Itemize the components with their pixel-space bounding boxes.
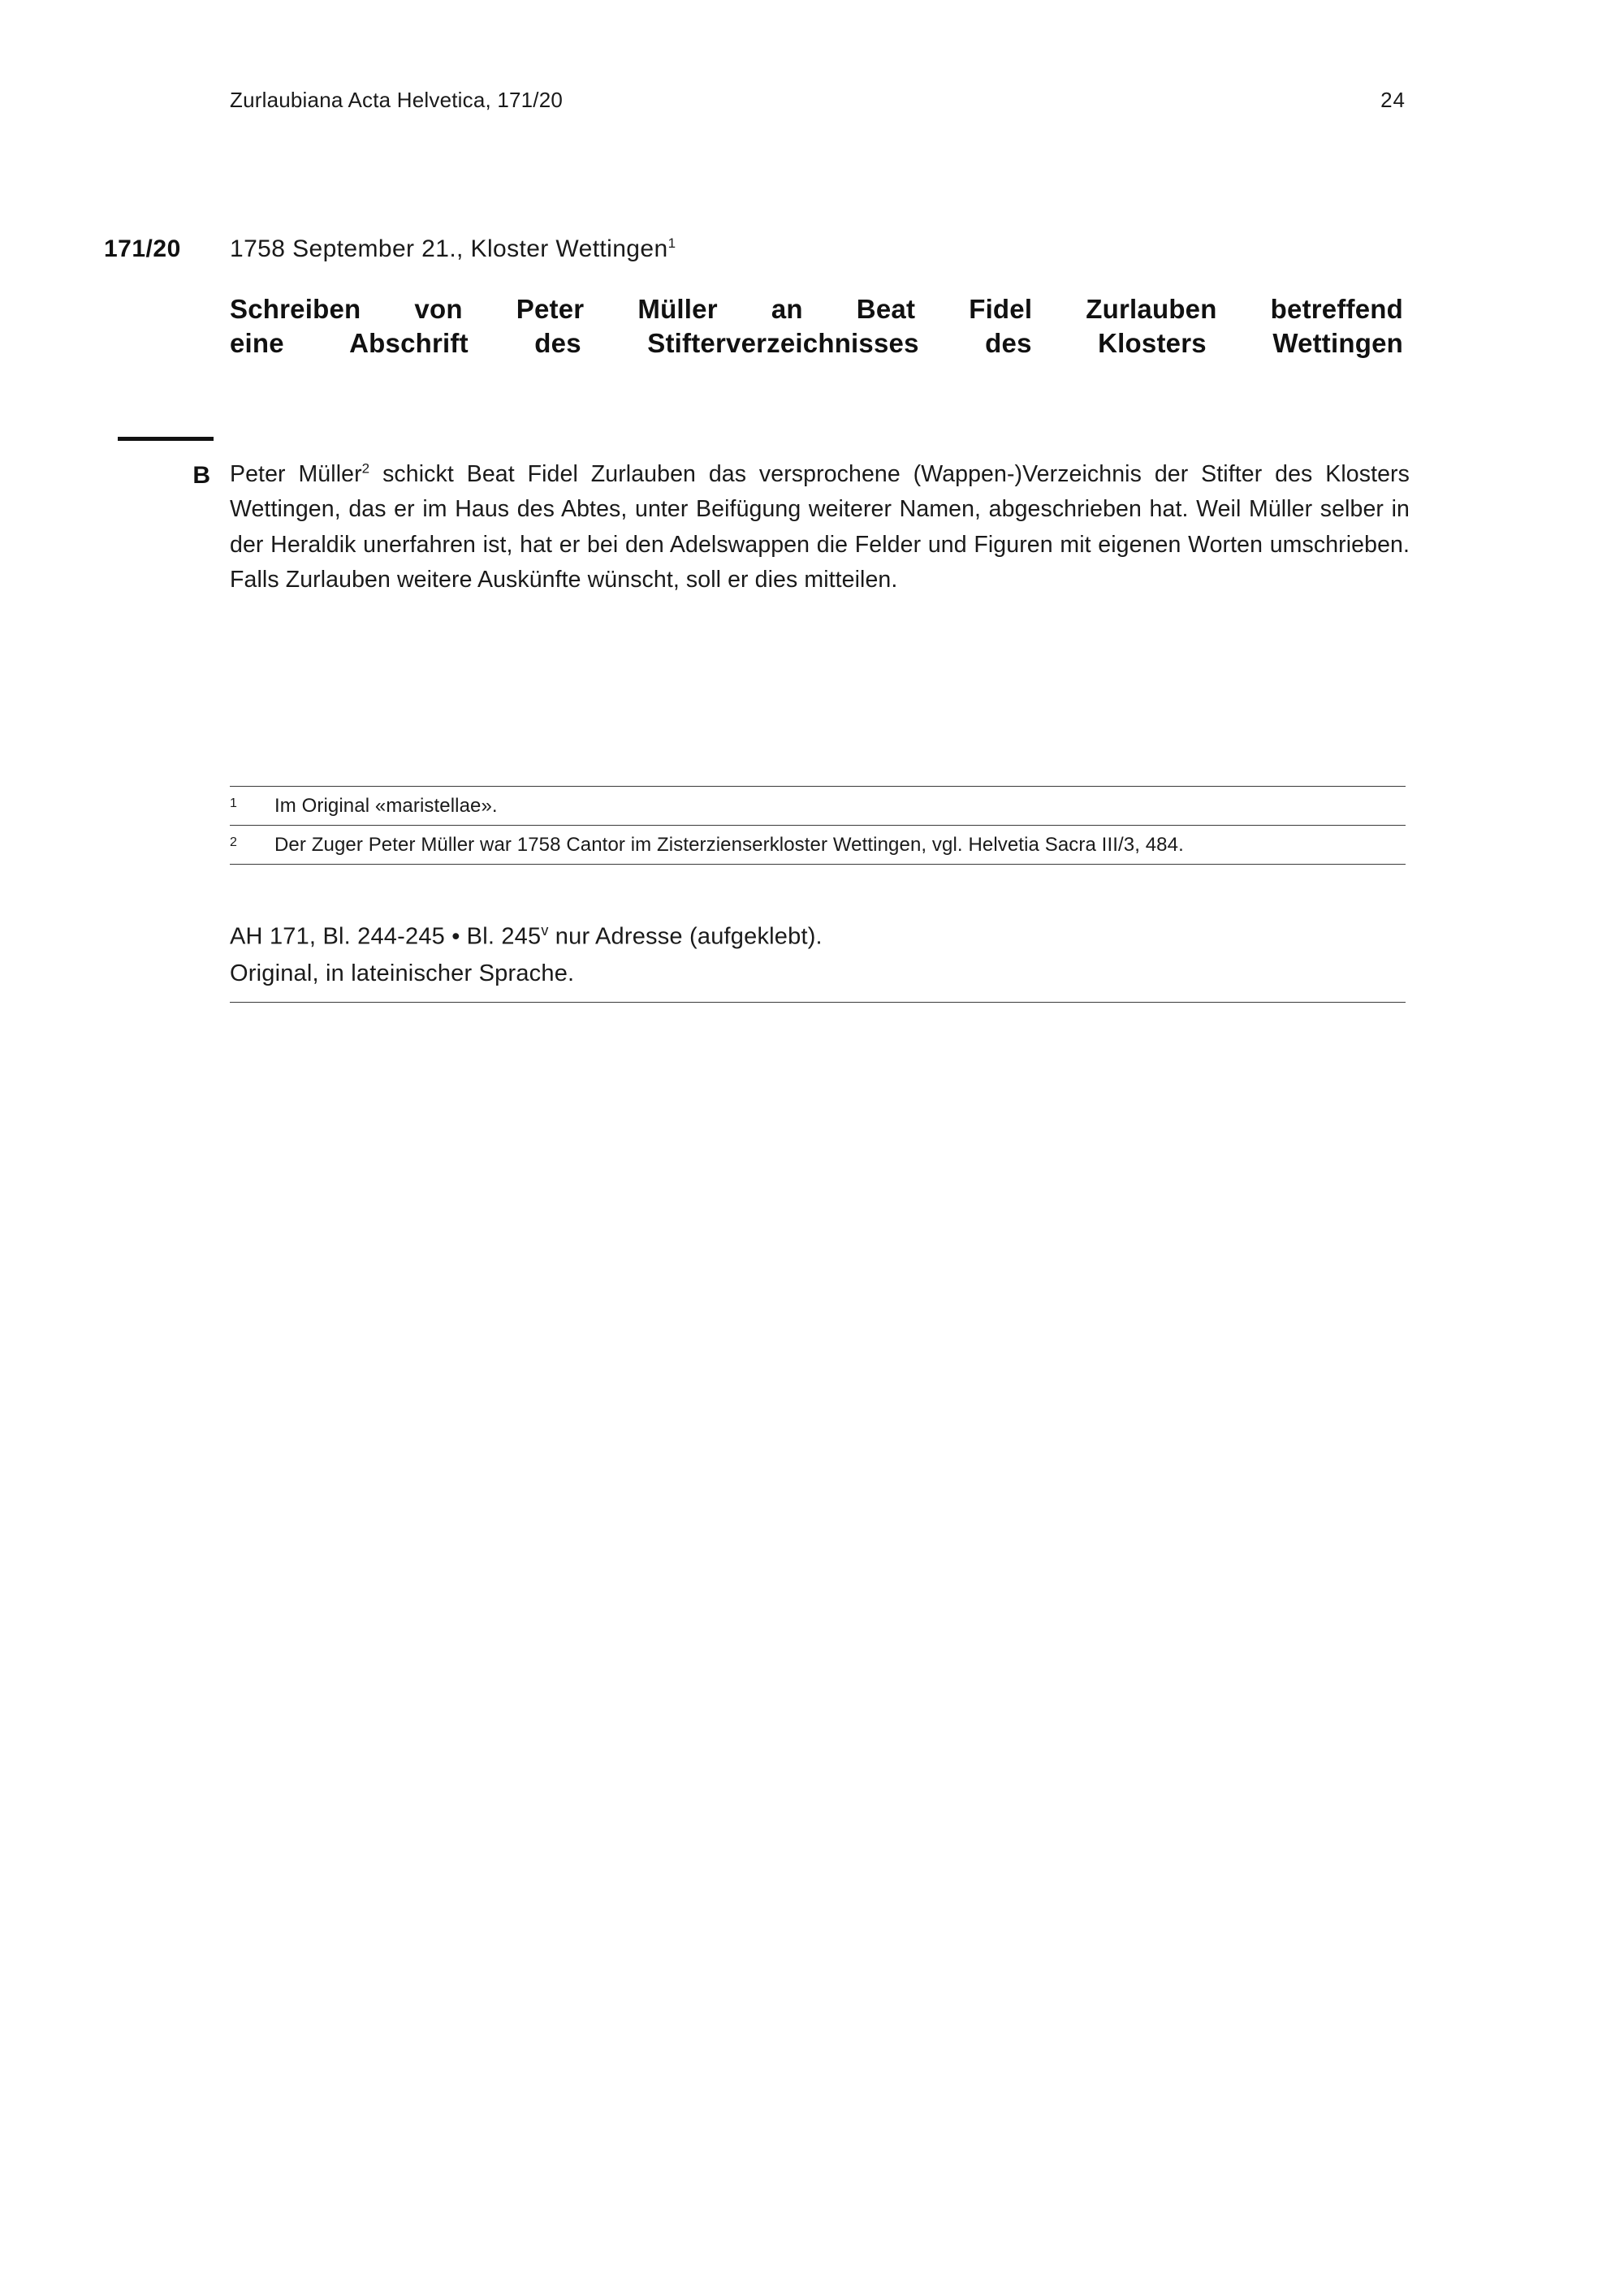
regest-section bbox=[104, 457, 1410, 598]
record-title-line-2: eine Abschrift des Stifterverzeichnisses des Klosters Wettingen bbox=[230, 328, 1403, 359]
archival-bullet-separator: • bbox=[451, 923, 460, 950]
section-divider-rule bbox=[118, 437, 214, 441]
record-date-place-text: 1758 September 21., Kloster Wettingen bbox=[230, 235, 668, 262]
regest-text-part-2: schickt Beat Fidel Zurlauben das versprochene (Wappen-)Verzeichnis der Stifter des Klosters Wettingen, das er im Haus des Abtes, unter Beifügung weiterer Namen, abgeschrieben hat. Weil Müller selber in der Heraldik unerfahren ist, hat er bei den Adelswappen die Felder und Figuren mit eigenen Worten umschrieben. Falls Zurlauben weitere Auskünfte wünscht, soll er dies mitteilen. bbox=[230, 461, 1410, 593]
archival-signature-pre: AH 171, Bl. 244-245 bbox=[230, 923, 452, 950]
footnote-item bbox=[230, 787, 1406, 825]
footnote-marker: 2 bbox=[230, 835, 237, 850]
footnote-item bbox=[230, 826, 1406, 864]
archival-signature-mid: Bl. 245 bbox=[460, 923, 542, 950]
archival-reference-block bbox=[230, 916, 1406, 1003]
regest-marker: B bbox=[192, 462, 210, 489]
footnotes-block bbox=[230, 786, 1406, 865]
record-number: 171/20 bbox=[104, 235, 181, 262]
running-head-title: Zurlaubiana Acta Helvetica, 171/20 bbox=[230, 88, 564, 112]
archival-description-line: Original, in lateinischer Sprache. bbox=[230, 960, 575, 987]
regest-text bbox=[230, 457, 1410, 598]
footnote-text: Der Zuger Peter Müller war 1758 Cantor im Zisterzienserkloster Wettingen, vgl. Helvetia Sacra III/3, 484. bbox=[274, 834, 1184, 857]
record-date-footnote-marker: 1 bbox=[667, 235, 676, 251]
footnote-text: Im Original «maristellae». bbox=[274, 795, 498, 817]
archival-rule-bottom bbox=[230, 1002, 1406, 1003]
record-title bbox=[230, 292, 1403, 360]
archival-signature-line bbox=[230, 916, 1406, 953]
archival-signature-post: nur Adresse (aufgeklebt). bbox=[548, 923, 823, 950]
running-head bbox=[230, 88, 1406, 113]
footnote-rule-bottom bbox=[230, 864, 1406, 865]
footnote-marker: 1 bbox=[230, 796, 237, 810]
page-number: 24 bbox=[1380, 88, 1406, 112]
regest-text-part-1: Peter Müller bbox=[230, 461, 362, 487]
record-title-line-1: Schreiben von Peter Müller an Beat Fidel Zurlauben betreffend bbox=[230, 294, 1403, 324]
record-heading bbox=[104, 235, 1403, 263]
record-date-place bbox=[230, 235, 676, 263]
regest-footnote-marker: 2 bbox=[361, 460, 370, 477]
archival-folio-verso-marker: v bbox=[541, 922, 549, 939]
